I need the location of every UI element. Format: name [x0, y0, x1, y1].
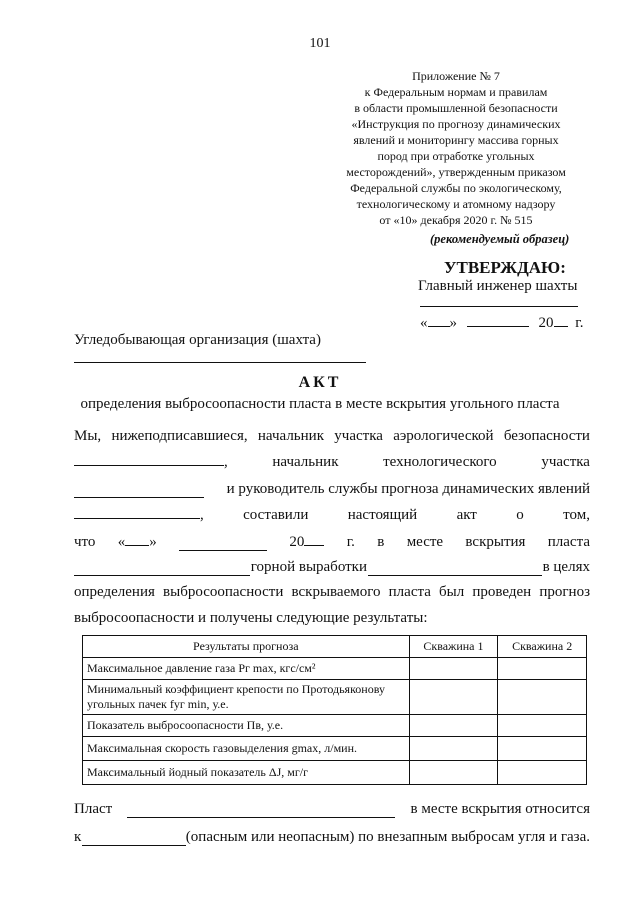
word: горной выработки [250, 559, 367, 575]
row-label: Показатель выбросоопасности Пв, у.е. [83, 715, 410, 737]
word: начальник [272, 454, 339, 470]
appendix-line: Приложение № 7 [412, 69, 500, 83]
results-table [82, 635, 587, 785]
approve-position: Главный инженер шахты [418, 278, 578, 294]
row-label: Максимальная скорость газовыделения gmax, л/мин. [83, 737, 410, 761]
well-1-cell[interactable] [409, 761, 498, 785]
safety-chief-field[interactable] [74, 451, 224, 466]
word: вскрытия [465, 534, 526, 550]
word: участка [334, 428, 383, 444]
word: месте [406, 534, 444, 550]
conclusion-line-2 [74, 826, 590, 846]
well-1-cell[interactable] [409, 658, 498, 680]
act-line-6 [74, 556, 590, 576]
act-subtitle: определения выбросоопасности пласта в месте вскрытия угольного пласта [80, 396, 560, 412]
word: что [74, 534, 96, 550]
tech-chief-field[interactable] [74, 483, 204, 498]
act-day-field[interactable] [125, 531, 149, 546]
table-header-row [83, 636, 587, 658]
seam-name-field[interactable] [74, 561, 250, 576]
act-year-field[interactable] [304, 531, 324, 546]
appendix-line: пород при отработке угольных [377, 149, 535, 163]
appendix-line: Федеральной службы по экологическому, [350, 181, 562, 195]
appendix-line: месторождений», утвержденным приказом [346, 165, 566, 179]
act-line-7: определения выбросоопасности вскрываемого пласта был проведен прогноз [74, 584, 590, 600]
well-2-cell[interactable] [498, 680, 587, 715]
year-field[interactable] [554, 312, 568, 327]
act-line-2 [74, 451, 590, 471]
act-line-4 [74, 504, 590, 524]
table-row [83, 658, 587, 680]
conclusion-line-1 [74, 798, 590, 818]
word: к [74, 829, 82, 845]
row-label: Максимальное давление газа Pг max, кгс/см² [83, 658, 410, 680]
open-quote: « [117, 534, 126, 550]
signature-line[interactable] [420, 306, 578, 307]
month-field[interactable] [467, 312, 529, 327]
appendix-line: от «10» декабря 2020 г. № 515 [379, 213, 533, 227]
location-text: в месте вскрытия относится [410, 801, 590, 817]
well-1-cell[interactable] [409, 715, 498, 737]
header-well-1: Скважина 1 [409, 636, 498, 658]
appendix-line: явлений и мониторингу массива горных [353, 133, 559, 147]
header-results: Результаты прогноза [83, 636, 410, 658]
table-row [83, 737, 587, 761]
table-row [83, 680, 587, 715]
act-line-3 [74, 478, 590, 498]
act-line-5 [74, 531, 590, 551]
act-month-field[interactable] [179, 536, 267, 551]
word: начальник [257, 428, 324, 444]
appendix-line: в области промышленной безопасности [354, 101, 558, 115]
table-row [83, 761, 587, 785]
organization-field[interactable] [74, 362, 366, 363]
act-title: АКТ [298, 374, 342, 391]
well-1-cell[interactable] [409, 737, 498, 761]
appendix-line: к Федеральным нормам и правилам [364, 85, 548, 99]
word: акт [456, 507, 477, 523]
word: о [516, 507, 524, 523]
word: участка [541, 454, 590, 470]
word: составили [243, 507, 309, 523]
close-quote: » [149, 534, 157, 550]
word: в целях [542, 559, 590, 575]
date-open-quote: « [420, 315, 428, 331]
danger-category-field[interactable] [82, 831, 186, 846]
date-close-quote: » [449, 315, 457, 331]
approve-title: УТВЕРЖДАЮ: [444, 258, 566, 277]
well-2-cell[interactable] [498, 761, 587, 785]
table-row [83, 715, 587, 737]
act-line-1 [74, 425, 590, 445]
well-2-cell[interactable] [498, 658, 587, 680]
well-2-cell[interactable] [498, 715, 587, 737]
appendix-block [330, 68, 582, 228]
well-1-cell[interactable] [409, 680, 498, 715]
word: настоящий [347, 507, 418, 523]
word: Пласт [74, 801, 113, 817]
organization-label: Угледобывающая организация (шахта) [74, 332, 321, 348]
word: том, [563, 507, 590, 523]
service-head-field[interactable] [74, 504, 200, 519]
plast-name-field[interactable] [127, 803, 395, 818]
approve-date [420, 312, 583, 332]
header-well-2: Скважина 2 [498, 636, 587, 658]
sample-note: (рекомендуемый образец) [430, 232, 570, 246]
word: пласта [547, 534, 590, 550]
word: Мы, [74, 428, 102, 444]
working-name-field[interactable] [368, 561, 542, 576]
tail-text: (опасным или неопасным) по внезапным выбросам угля и газа. [185, 829, 590, 845]
appendix-line: «Инструкция по прогнозу динамических [351, 117, 561, 131]
row-label: Минимальный коэффициент крепости по Протодьяконову угольных пачек fуг min, у.е. [83, 680, 410, 715]
act-line-8: выбросоопасности и получены следующие результаты: [74, 610, 428, 626]
row-label: Максимальный йодный показатель ΔJ, мг/г [83, 761, 410, 785]
date-year: 20 [538, 315, 554, 331]
word: в [377, 534, 385, 550]
word: нижеподписавшиеся, [111, 428, 248, 444]
word: безопасности [503, 428, 590, 444]
comma: , [224, 454, 228, 470]
page-number: 101 [309, 36, 331, 51]
appendix-line: технологическому и атомному надзору [356, 197, 556, 211]
comma: , [200, 507, 204, 523]
date-suffix: г. [575, 315, 584, 331]
word: технологического [383, 454, 497, 470]
word: аэрологической [393, 428, 494, 444]
word: г. [346, 534, 355, 550]
year: 20 [289, 534, 305, 550]
day-field[interactable] [428, 312, 450, 327]
line3-text: и руководитель службы прогноза динамических явлений [226, 481, 590, 497]
well-2-cell[interactable] [498, 737, 587, 761]
